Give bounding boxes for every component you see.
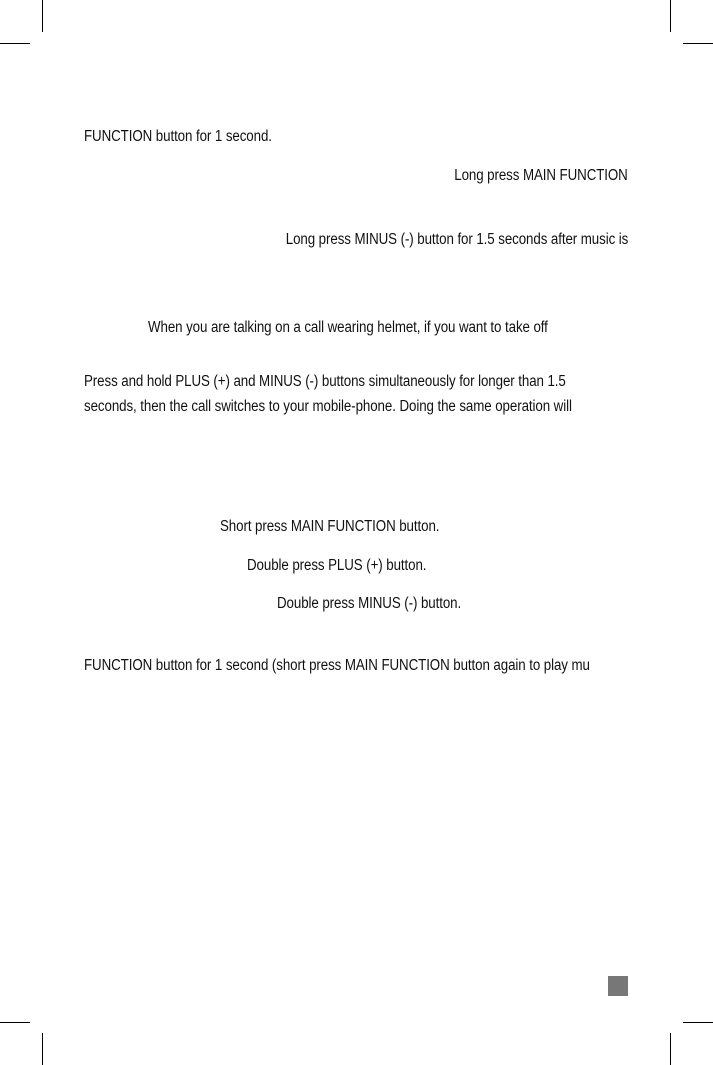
crop-mark-top-right-vertical bbox=[670, 0, 671, 32]
text-line-1: FUNCTION button for 1 second. bbox=[84, 128, 272, 145]
text-line-10: FUNCTION button for 1 second (short press MAIN FUNCTION button again to play mu bbox=[84, 657, 590, 674]
text-line-2: Long press MAIN FUNCTION bbox=[454, 167, 628, 184]
crop-mark-top-left-vertical bbox=[42, 0, 43, 32]
page-marker-square bbox=[608, 976, 628, 996]
text-line-5: Press and hold PLUS (+) and MINUS (-) buttons simultaneously for longer than 1.5 bbox=[84, 373, 566, 390]
text-line-9: Double press MINUS (-) button. bbox=[277, 595, 462, 612]
text-line-4: When you are talking on a call wearing helmet, if you want to take off bbox=[148, 319, 548, 336]
crop-mark-bottom-left-vertical bbox=[42, 1033, 43, 1065]
crop-mark-bottom-right-horizontal bbox=[683, 1022, 713, 1023]
text-line-7: Short press MAIN FUNCTION button. bbox=[220, 518, 440, 535]
text-line-8: Double press PLUS (+) button. bbox=[247, 557, 427, 574]
text-line-3: Long press MINUS (-) button for 1.5 seconds after music is bbox=[285, 231, 628, 248]
crop-mark-bottom-right-vertical bbox=[670, 1033, 671, 1065]
crop-mark-bottom-left-horizontal bbox=[0, 1022, 30, 1023]
crop-mark-top-right-horizontal bbox=[683, 43, 713, 44]
text-line-6: seconds, then the call switches to your mobile-phone. Doing the same operation will bbox=[84, 398, 572, 415]
crop-mark-top-left-horizontal bbox=[0, 43, 30, 44]
